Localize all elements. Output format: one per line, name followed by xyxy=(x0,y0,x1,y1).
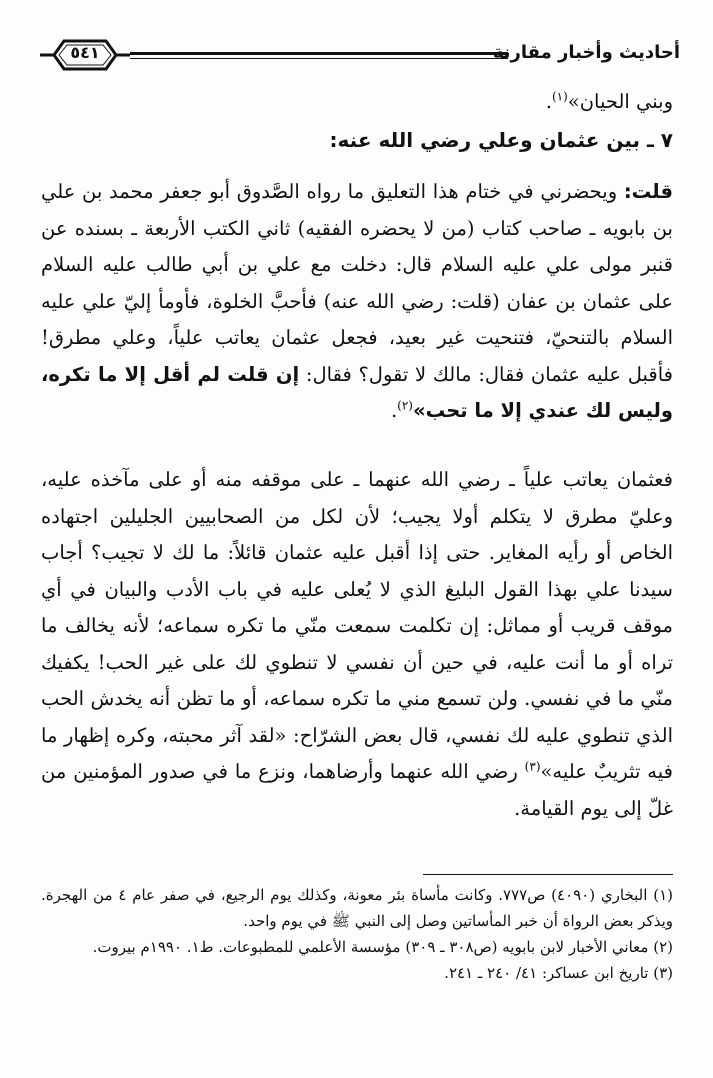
paragraph-2-body: فعثمان يعاتب علياً ـ رضي الله عنهما ـ على موقفه منه أو على مآخذه عليه، وعليّ مطرق لا يتكلم أولا يجيب؛ لأن لكل من الصحابيين الجليلين اجتهاده الخاص أو رأيه المغاير. حتى إذا أقبل عليه عثمان قائلاً: ما لك لا تجيب؟ أجاب سيدنا علي بهذا القول البليغ الذي لا يُعلى عليه في باب الأدب والبيان في أي موقف قريب أو مماثل: إن تكلمت سمعت منّي ما تكره سماعه؛ لأنه يخالف ما تراه أو ما أنت عليه، في حين أن نفسي لا تنطوي لك على غير الحب! يكفيك منّي ما في نفسي. ولن تسمع مني ما تكره سماعه، أو ما تظن أنه يخدش الحب الذي تنطوي عليه لك نفسي، قال بعض الشرّاح: «لقد آثر محبته، وكره إظهار ما فيه تثريبٌ عليه» xyxy=(41,468,673,783)
footnote-ref-3: (٣) xyxy=(524,759,541,774)
carry-over-text: وبني الحيان»$^{(١)}$. xyxy=(545,89,673,113)
paragraph-1: قلت: ويحضرني في ختام هذا التعليق ما رواه الصَّدوق أبو جعفر محمد بن علي بن بابويه ـ صاحب كتاب (من لا يحضره الفقيه) ثاني الكتب الأربعة ـ بسنده عن قنبر مولى علي عليه السلام قال: دخلت مع علي بن أبي طالب عليه السلام على عثمان بن عفان (قلت: رضي الله عنه) فأحبَّ الخلوة، فأومأ إليّ علي عليه السلام بالتنحيّ، فتنحيت غير بعيد، فجعل عثمان يعاتب علياً، وعلي مطرق! فأقبل عليه عثمان فقال: مالك لا تقول؟ فقال: إن قلت لم أقل إلا ما تكره، وليس لك عندي إلا ما تحب»$^{(٢)}$. xyxy=(41,180,673,422)
footnote-1: (١) البخاري (٤٠٩٠) ص٧٧٧. وكانت مأساة بئر معونة، وكذلك يوم الرجيع، في صفر عام ٤ من الهجرة. ويذكر بعض الرواة أن خبر المأساتين وصل إلى النبي ﷺ في يوم واحد. xyxy=(41,886,674,930)
carry-over-line: وبني الحيان» xyxy=(567,90,673,113)
paragraph-2 xyxy=(41,462,673,827)
running-title: أحاديث وأخبار مقارنة xyxy=(492,42,680,63)
header-rule-thin xyxy=(130,58,508,59)
footnote-2: (٢) معاني الأخبار لابن بابويه (ص٣٠٨ ـ ٣٠٩) مؤسسة الأعلمي للمطبوعات. ط١. ١٩٩٠م بيروت. xyxy=(92,938,673,956)
paragraph-1-quote: إن قلت لم أقل إلا ما تكره، وليس لك عندي إلا ما تحب» xyxy=(41,362,673,422)
footnote-ref-1: (١) xyxy=(551,89,568,104)
footnote-3: (٣) تاريخ ابن عساكر: ٤١/ ٢٤٠ ـ ٢٤١. xyxy=(444,964,673,982)
header-rule xyxy=(130,52,508,55)
section-heading: ٧ ـ بين عثمان وعلي رضي الله عنه: xyxy=(329,128,673,152)
footnote-divider xyxy=(423,874,673,875)
paragraph-1-lead: قلت: xyxy=(623,180,673,203)
footnotes xyxy=(41,882,673,986)
page-number: ٥٤١ xyxy=(70,43,100,62)
page-number-badge xyxy=(40,38,130,72)
paragraph-1-body: ويحضرني في ختام هذا التعليق ما رواه الصَّدوق أبو جعفر محمد بن علي بن بابويه ـ صاحب كتاب (من لا يحضره الفقيه) ثاني الكتب الأربعة ـ بسنده عن قنبر مولى علي عليه السلام قال: دخلت مع علي بن أبي طالب عليه السلام على عثمان بن عفان (قلت: رضي الله عنه) فأحبَّ الخلوة، فأومأ إليّ علي عليه السلام بالتنحيّ، فتنحيت غير بعيد، فجعل عثمان يعاتب علياً، وعلي مطرق! فأقبل عليه عثمان فقال: مالك لا تقول؟ فقال: xyxy=(41,180,673,386)
running-header xyxy=(40,38,680,74)
footnote-ref-2: (٢) xyxy=(397,398,413,413)
paragraph-2-end: رضي الله عنهما وأرضاهما، ونزع ما في صدور المؤمنين من غلّ إلى يوم القيامة. xyxy=(41,760,673,820)
